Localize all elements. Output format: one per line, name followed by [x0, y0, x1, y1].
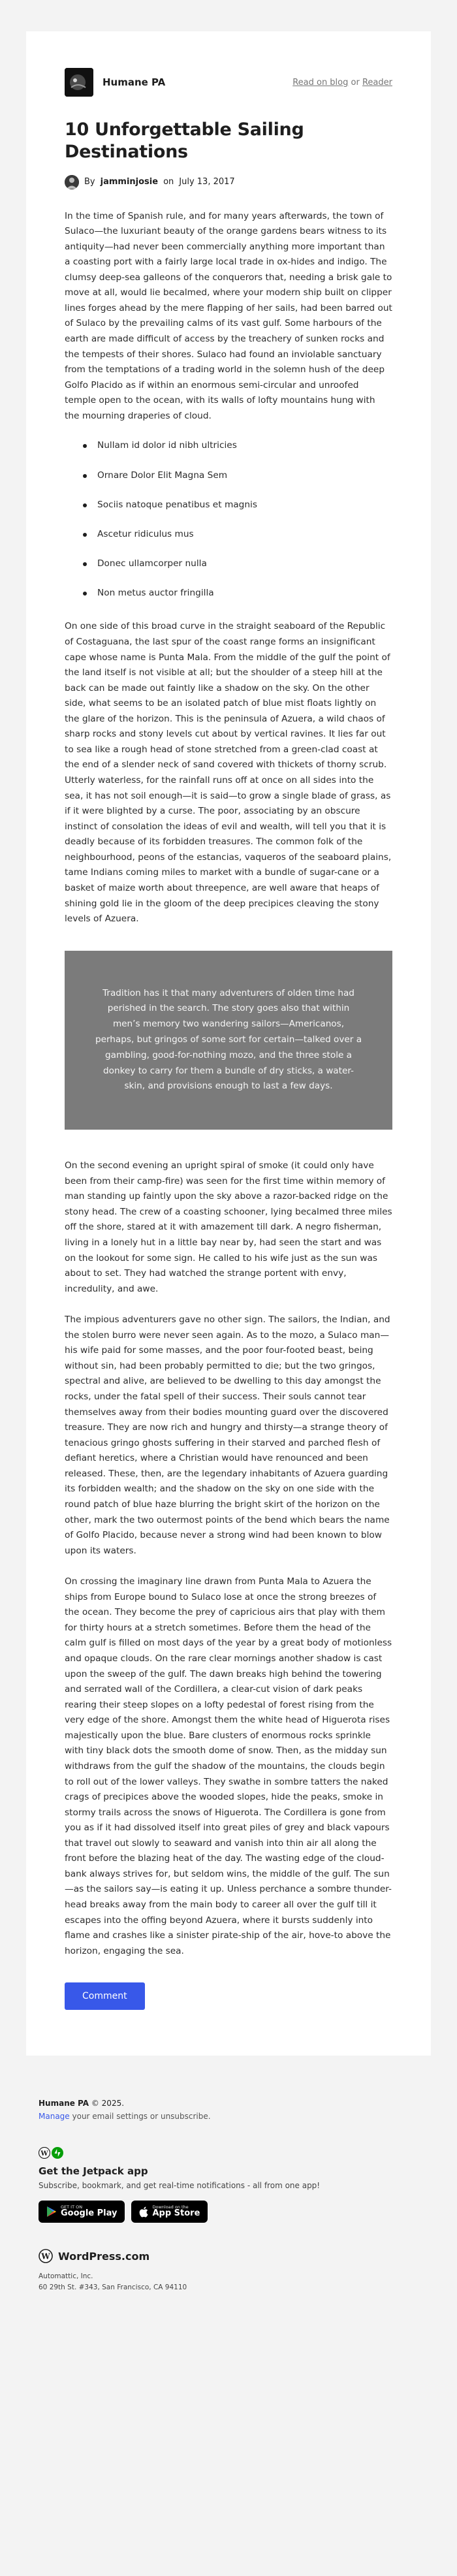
paragraph: On the second evening an upright spiral of smoke (it could only have been from their camp-fire) was seen for the first time within memory of man standing up faintly upon the sky above a razor-backed ridge on the stony head. The crew of a coasting schooner, lying becalmed three miles off the shore, stared at it with amazement till dark. A negro fisherman, living in a lonely hut in a little bay near by, had seen the start and was on the lookout for some sign. He called to his wife just as the sun was about to set. They had watched the strange portent with envy, incredulity, and awe. — [65, 1160, 392, 1294]
post-date: July 13, 2017 — [179, 177, 235, 187]
svg-text:W: W — [41, 2251, 50, 2261]
post-card — [26, 31, 431, 2056]
site-header — [65, 65, 392, 99]
list-item: Ascetur ridiculus mus — [83, 528, 392, 541]
footer-copyright — [39, 2099, 418, 2108]
list-item: Sociis natoque penatibus et magnis — [83, 499, 392, 511]
list-item: Nullam id dolor id nibh ultricies — [83, 439, 392, 452]
apple-big-text: App Store — [152, 2208, 200, 2219]
site-logo-icon[interactable] — [65, 68, 93, 97]
author-name: jamminjosie — [100, 177, 159, 187]
app-store-badge[interactable] — [131, 2201, 208, 2223]
list-item: Ornare Dolor Elit Magna Sem — [83, 469, 392, 482]
or-text: or — [351, 77, 360, 87]
manage-link[interactable]: Manage — [39, 2112, 70, 2122]
author-avatar — [65, 175, 79, 189]
footer-manage — [39, 2112, 418, 2121]
google-play-icon — [46, 2206, 57, 2218]
post-content — [65, 209, 392, 1960]
list-item: Non metus auctor fringilla — [83, 587, 392, 599]
site-name[interactable]: Humane PA — [102, 76, 166, 88]
svg-text:W: W — [40, 2150, 48, 2158]
google-small-text: GET IT ON — [61, 2204, 83, 2210]
brand[interactable] — [65, 68, 165, 97]
paragraph: In the time of Spanish rule, and for many years afterwards, the town of Sulaco—the luxuriant beauty of the orange gardens bears witness to its antiquity—had never been commercially anything more important than a coasting port with a fairly large local trade in ox-hides and indigo. The clumsy deep-sea galleons of the conquerors that, needing a brisk gale to move at all, would lie becalmed, where your modern ship built on clipper lines forges ahead by the mere flapping of her sails, had been barred out of Sulaco by the prevailing calms of its vast gulf. Some harbours of the earth are made difficult of access by the treachery of sunken rocks and the tempests of their shores. Sulaco had found an inviolable sanctuary from the temptations of a trading world in the solemn hush of the deep Golfo Placido as if within an enormous semi-circular and unroofed temple open to the ocean, with its walls of lofty mountains hung with the mourning draperies of cloud. — [65, 210, 392, 421]
jetpack-title: Get the Jetpack app — [39, 2165, 148, 2178]
company-name: Automattic, Inc. — [39, 2272, 93, 2281]
reader-link[interactable]: Reader — [362, 77, 392, 87]
read-on-blog-link[interactable]: Read on blog — [292, 77, 349, 87]
store-badges — [39, 2201, 418, 2223]
on-label: on — [163, 177, 174, 187]
app-icons — [39, 2147, 418, 2159]
jetpack-icon — [52, 2147, 63, 2159]
header-links — [292, 78, 392, 87]
post-title[interactable]: 10 Unforgettable Sailing Destinations — [65, 119, 304, 162]
email-footer — [0, 2056, 457, 2319]
footer-site-name: Humane PA — [39, 2099, 89, 2108]
wordpress-logo-icon — [39, 2249, 53, 2263]
paragraph: On crossing the imaginary line drawn from Punta Mala to Azuera the ships from Europe bound to Sulaco lose at once the strong breezes of the ocean. They become the prey of capricious airs that play with them for thirty hours at a stretch sometimes. Before them the head of the calm gulf is filled on most days of the year by a great body of motionless and opaque clouds. On the rare clear mornings another shadow is cast upon the sweep of the gulf. The dawn breaks high behind the towering and serrated wall of the Cordillera, a clear-cut vision of dark peaks rearing their steep slopes on a lofty pedestal of forest rising from the very edge of the shore. Amongst them the white head of Higuerota rises majestically upon the blue. Bare clusters of enormous rocks sprinkle with tiny black dots the smooth dome of snow. Then, as the midday sun withdraws from the gulf the shadow of the mountains, the clouds begin to roll out of the lower valleys. They swathe in sombre tatters the naked crags of precipices above the wooded slopes, hide the peaks, smoke in stormy trails across the snows of Higuerota. The Cordillera is gone from you as if it had dissolved itself into great piles of grey and black vapours that travel out slowly to seaward and vanish into thin air all along the front before the blazing heat of the day. The wasting edge of the cloud-bank always strives for, but seldom wins, the middle of the gulf. The sun—as the sailors say—is eating it up. Unless perchance a sombre thunder-head breaks away from the main body to career all over the gulf till it escapes into the offing beyond Azuera, where it bursts suddenly into flame and crashes like a sinister pirate-ship of the air, hove-to above the horizon, engaging the sea. — [65, 1576, 392, 1956]
street-address: 60 29th St. #343, San Francisco, CA 94110 — [39, 2283, 187, 2292]
wordpress-com-label: WordPress.com — [58, 2250, 150, 2263]
manage-text: your email settings or unsubscribe. — [72, 2112, 211, 2122]
by-label: By — [84, 177, 95, 187]
apple-small-text: Download on the — [152, 2204, 189, 2210]
jetpack-subtitle: Subscribe, bookmark, and get real-time notifications - all from one app! — [39, 2181, 321, 2191]
google-play-badge[interactable] — [39, 2201, 125, 2223]
pull-quote: Tradition has it that many adventurers of olden time had perished in the search. The story goes also that within men’s memory two wandering sailors—Americanos, perhaps, but gringos of some sort for certain—talked over a gambling, good-for-nothing mozo, and the three stole a donkey to carry for them a bundle of dry sticks, a water-skin, and provisions enough to last a few days. — [65, 951, 392, 1130]
wordpress-com-brand[interactable] — [39, 2249, 418, 2263]
google-big-text: Google Play — [61, 2208, 118, 2219]
comment-button[interactable]: Comment — [65, 1982, 145, 2010]
company-address — [39, 2271, 418, 2293]
post-meta — [65, 175, 392, 189]
paragraph: On one side of this broad curve in the straight seaboard of the Republic of Costaguana, the last spur of the coast range forms an insignificant cape whose name is Punta Mala. From the middle of the gulf the point of the land itself is not visible at all; but the shoulder of a steep hill at the back can be made out faintly like a shadow on the sky. On the other side, what seems to be an isolated patch of blue mist floats lightly on the glare of the horizon. This is the peninsula of Azuera, a wild chaos of sharp rocks and stony levels cut about by vertical ravines. It lies far out to sea like a rough head of stone stretched from a green-clad coast at the end of a slender neck of sand covered with thickets of thorny scrub. Utterly waterless, for the rainfall runs off at once on all sides into the sea, it has not soil enough—it is said—to grow a single blade of grass, as if it were blighted by a curse. The poor, associating by an obscure instinct of consolation the ideas of evil and wealth, will tell you that it is deadly because of its forbidden treasures. The common folk of the neighbourhood, peons of the estancias, vaqueros of the seaboard plains, tame Indians coming miles to market with a bundle of sugar-cane or a basket of maize worth about threepence, are well aware that heaps of shining gold lie in the gloom of the deep precipices cleaving the stony levels of Azuera. — [65, 621, 392, 925]
copyright-text: © 2025. — [91, 2099, 125, 2108]
list-item: Donec ullamcorper nulla — [83, 558, 392, 570]
bullet-list — [83, 439, 392, 599]
apple-icon — [139, 2206, 148, 2218]
paragraph: The impious adventurers gave no other sign. The sailors, the Indian, and the stolen burro were never seen again. As to the mozo, a Sulaco man—his wife paid for some masses, and the poor four-footed beast, being without sin, had been probably permitted to die; but the two gringos, spectral and alive, are believed to be dwelling to this day amongst the rocks, under the fatal spell of their success. Their souls cannot tear themselves away from their bodies mounting guard over the discovered treasure. They are now rich and hungry and thirsty—a strange theory of tenacious gringo ghosts suffering in their starved and parched flesh of defiant heretics, where a Christian would have renounced and been released. These, then, are the legendary inhabitants of Azuera guarding its forbidden wealth; and the shadow on the sky on one side with the round patch of blue haze blurring the bright skirt of the horizon on the other, mark the two outermost points of the bend which bears the name of Golfo Placido, because never a strong wind had been known to blow upon its waters. — [65, 1314, 390, 1556]
wordpress-icon — [39, 2147, 50, 2159]
